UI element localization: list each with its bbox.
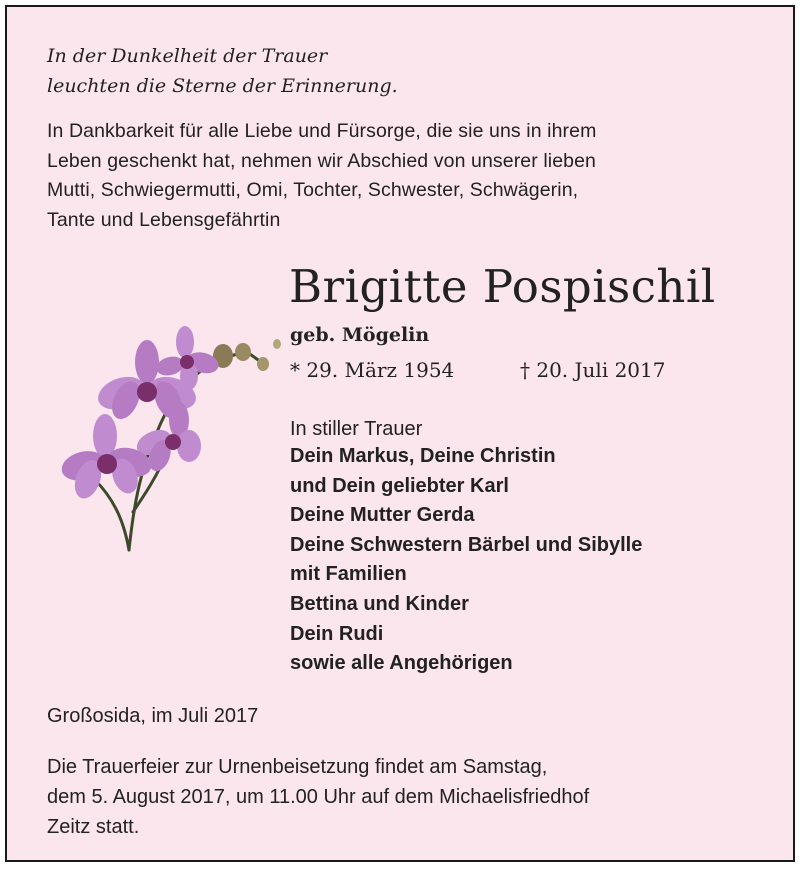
service-info xyxy=(47,752,589,842)
mourner: Dein Markus, Deine Christin xyxy=(290,445,556,467)
intro-line: Leben geschenkt hat, nehmen wir Abschied von unserer lieben xyxy=(47,149,597,172)
service-line: Die Trauerfeier zur Urnenbeisetzung findet am Samstag, xyxy=(47,756,548,778)
orchid-icon xyxy=(47,312,282,557)
mourner: Deine Mutter Gerda xyxy=(290,504,475,527)
mourner: und Dein geliebter Karl xyxy=(290,474,509,497)
orchid-buds xyxy=(213,339,281,371)
mourner: mit Familien xyxy=(290,563,407,586)
obituary-card xyxy=(5,5,795,862)
birth-name: geb. Mögelin xyxy=(290,324,430,346)
motto-line: leuchten die Sterne der Erinnerung. xyxy=(47,75,398,97)
mourner: Bettina und Kinder xyxy=(290,592,469,615)
mourning-heading: In stiller Trauer xyxy=(290,418,423,440)
orchid-flower-bottom xyxy=(58,414,154,502)
service-line: Zeitz statt. xyxy=(47,816,140,838)
death-date: † 20. Juli 2017 xyxy=(520,358,666,382)
intro-line: Mutti, Schwiegermutti, Omi, Tochter, Schwester, Schwägerin, xyxy=(47,179,579,201)
intro-text xyxy=(47,117,596,235)
motto-line: In der Dunkelheit der Trauer xyxy=(47,45,328,67)
motto xyxy=(47,41,398,101)
deceased-name: Brigitte Pospischil xyxy=(289,260,716,313)
intro-line: In Dankbarkeit für alle Liebe und Fürsorge, die sie uns in ihrem xyxy=(47,120,597,142)
place-date: Großosida, im Juli 2017 xyxy=(47,705,259,727)
intro-line: Tante und Lebensgefährtin xyxy=(47,208,281,231)
mourners-list xyxy=(290,442,642,679)
mourner: sowie alle Angehörigen xyxy=(290,652,513,675)
mourner: Deine Schwestern Bärbel und Sibylle xyxy=(290,533,643,556)
service-line: dem 5. August 2017, um 11.00 Uhr auf dem Michaelisfriedhof xyxy=(47,786,590,808)
mourner: Dein Rudi xyxy=(290,622,384,645)
birth-date: * 29. März 1954 xyxy=(290,358,455,382)
